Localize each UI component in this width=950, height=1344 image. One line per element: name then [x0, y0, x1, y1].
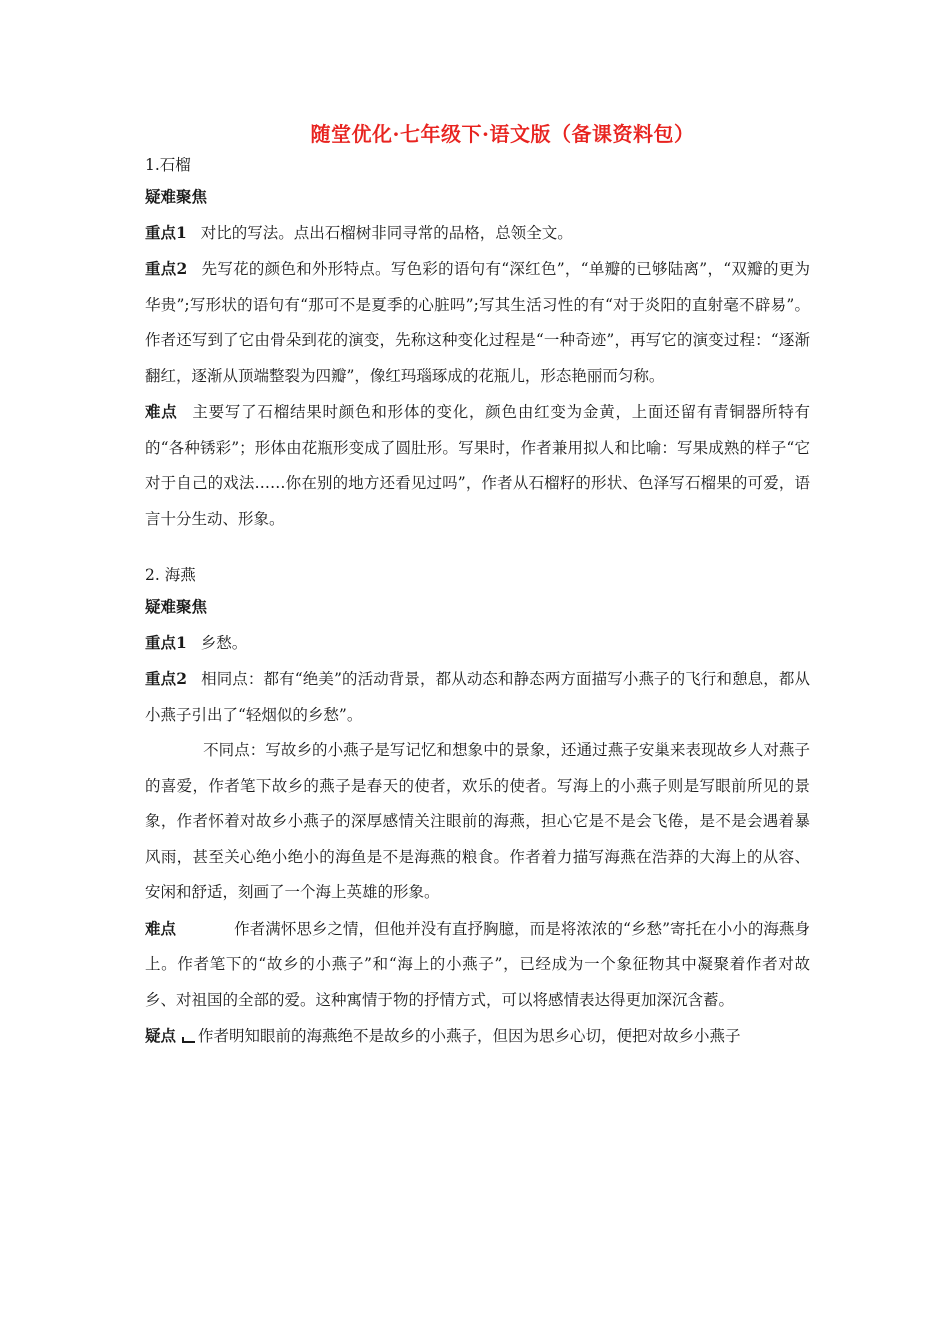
doubt-point-label: 疑点 [145, 1026, 177, 1045]
key-point-1 [145, 215, 810, 252]
document-title: 随堂优化·七年级下·语文版（备课资料包） [310, 122, 695, 146]
section-heading-pomegranate: 1.石榴 [145, 156, 191, 174]
key-point-text: 相同点：都有“绝美”的活动背景，都从动态和静态两方面描写小燕子的飞行和憩息，都从小燕子引出了“轻烟似的乡愁”。 [145, 670, 810, 724]
key-point-text: 不同点：写故乡的小燕子是写记忆和想象中的景象，还通过燕子安巢来表现故乡人对燕子的喜爱，作者笔下故乡的燕子是春天的使者，欢乐的使者。写海上的小燕子则是写眼前所见的景象，作者怀着对故乡小燕子的深厚感情关注眼前的海燕，担心它是不是会飞倦，是不是会遇着暴风雨，甚至关心绝小绝小的海鱼是不是海燕的粮食。作者着力描写海燕在浩莽的大海上的从容、安闲和舒适，刻画了一个海上英雄的形象。 [145, 741, 810, 901]
key-point-2-continued [145, 733, 810, 911]
difficult-point-text: 作者满怀思乡之情，但他并没有直抒胸臆，而是将浓浓的“乡愁”寄托在小小的海燕身上。作者笔下的“故乡的小燕子”和“海上的小燕子”，已经成为一个象征物其中凝聚着作者对故乡、对祖国的全部的爱。这种寓情于物的抒情方式，可以将感情表达得更加深沉含蓄。 [145, 919, 810, 1009]
key-point-text: 先写花的颜色和外形特点。写色彩的语句有“深红色”，“单瓣的已够陆离”，“双瓣的更为华贵”;写形状的语句有“那可不是夏季的心脏吗”;写其生活习性的有“对于炎阳的直射毫不辟易”。作者还写到了它由骨朵到花的演变，先称这种变化过程是“一种奇迹”，再写它的演变过程：“逐渐翻红，逐渐从顶端整裂为四瓣”，像红玛瑙琢成的花瓶儿，形态艳丽而匀称。 [145, 260, 810, 385]
key-point-label: 重点2 [145, 259, 188, 278]
focus-heading: 疑难聚焦 [145, 187, 208, 206]
difficult-point [145, 911, 810, 1019]
section-heading-petrel: 2. 海燕 [145, 566, 196, 584]
key-point-label: 重点1 [145, 222, 187, 242]
difficult-point-label: 难点 [145, 918, 177, 938]
key-point-2 [145, 661, 810, 733]
key-point-1 [145, 625, 810, 662]
key-point-label: 重点2 [145, 669, 187, 688]
focus-heading: 疑难聚焦 [145, 597, 208, 616]
key-point-2 [145, 251, 810, 394]
difficult-point-text: 主要写了石榴结果时颜色和形体的变化，颜色由红变为金黄，上面还留有青铜器所特有的“各种锈彩”；形体由花瓶形变成了圆肚形。写果时，作者兼用拟人和比喻：写果成熟的样子“它对于自己的戏法……你在别的地方还看见过吗”，作者从石榴籽的形状、色泽写石榴果的可爱，语言十分生动、形象。 [145, 403, 810, 528]
doubt-point-text: 作者明知眼前的海燕绝不是故乡的小燕子，但因为思乡心切，便把对故乡小燕子 [198, 1027, 741, 1045]
key-point-text: 对比的写法。点出石榴树非同寻常的品格，总领全文。 [200, 223, 573, 242]
key-point-text: 乡愁。 [200, 633, 248, 652]
document-page [145, 118, 810, 1055]
doubt-point [145, 1018, 810, 1055]
difficult-point-label: 难点 [145, 402, 178, 421]
difficult-point [145, 394, 810, 537]
bracket-mark-icon [182, 1037, 195, 1043]
key-point-label: 重点1 [145, 632, 187, 652]
